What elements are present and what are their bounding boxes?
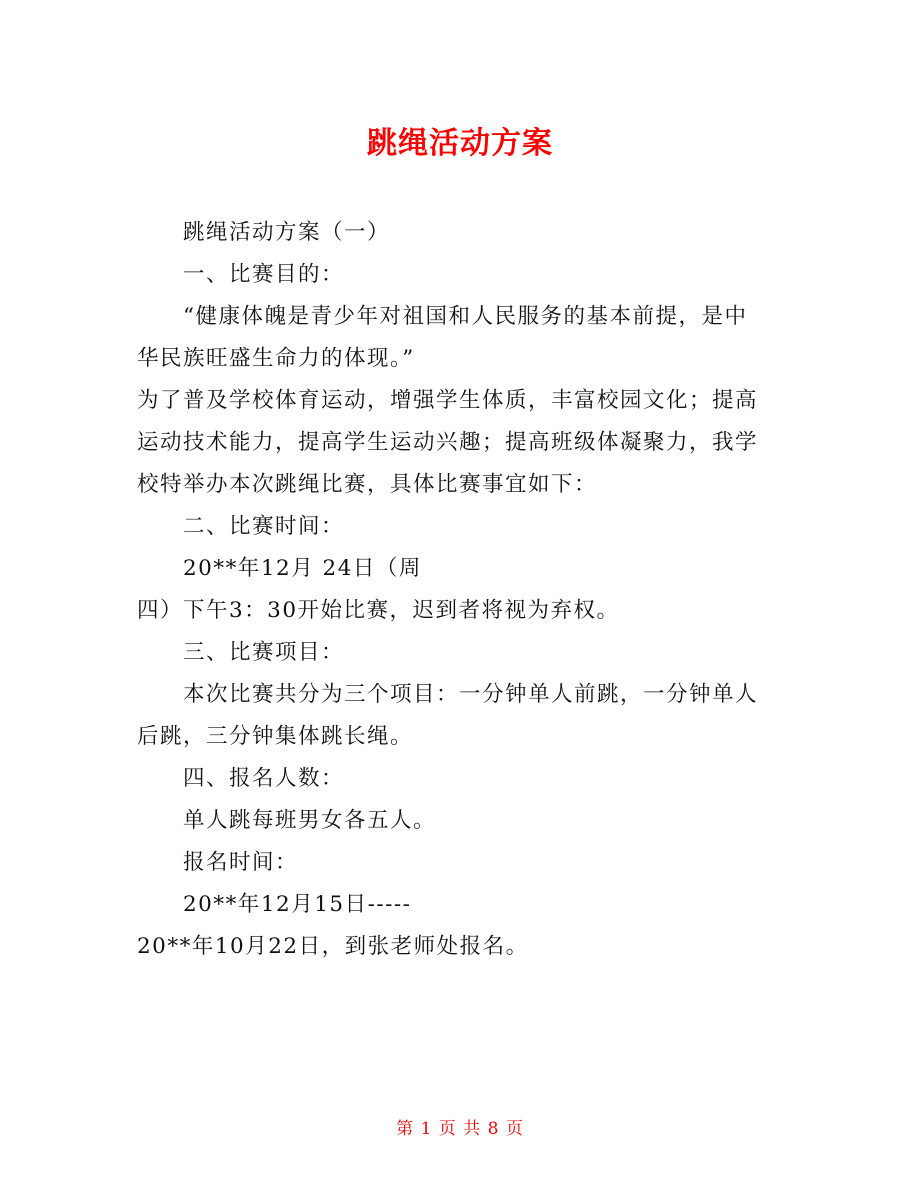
participants-text: 单人跳每班男女各五人。 xyxy=(183,808,437,833)
document-title: 跳绳活动方案 xyxy=(367,126,553,161)
heading-purpose: 一、比赛目的： xyxy=(183,262,345,287)
heading-time: 二、比赛时间： xyxy=(183,514,345,539)
time-line-2: 四）下午3：30开始比赛，迟到者将视为弃权。 xyxy=(137,598,620,623)
heading-events: 三、比赛项目： xyxy=(183,640,345,665)
purpose-line-3: 校特举办本次跳绳比赛，具体比赛事宜如下： xyxy=(137,472,598,497)
quote-line-1: “健康体魄是青少年对祖国和人民服务的基本前提，是中 xyxy=(183,304,748,329)
time-line-1: 20**年12月 24日（周 xyxy=(183,556,422,581)
events-line-1: 本次比赛共分为三个项目：一分钟单人前跳，一分钟单人 xyxy=(183,682,759,707)
heading-participants: 四、报名人数： xyxy=(183,766,345,791)
purpose-line-1: 为了普及学校体育运动，增强学生体质，丰富校园文化；提高 xyxy=(137,388,759,413)
document-body xyxy=(137,212,787,968)
registration-line-1: 20**年12月15日----- xyxy=(183,892,412,917)
page-number-footer: 第 1 页 共 8 页 xyxy=(396,1119,524,1139)
heading-registration-time: 报名时间： xyxy=(183,850,299,875)
quote-line-2: 华民族旺盛生命力的体现。” xyxy=(137,346,415,371)
events-line-2: 后跳，三分钟集体跳长绳。 xyxy=(137,724,414,749)
section-heading-plan-one: 跳绳活动方案（一） xyxy=(183,220,391,245)
registration-line-2: 20**年10月22日，到张老师处报名。 xyxy=(137,934,529,959)
purpose-line-2: 运动技术能力，提高学生运动兴趣；提高班级体凝聚力，我学 xyxy=(137,430,759,455)
